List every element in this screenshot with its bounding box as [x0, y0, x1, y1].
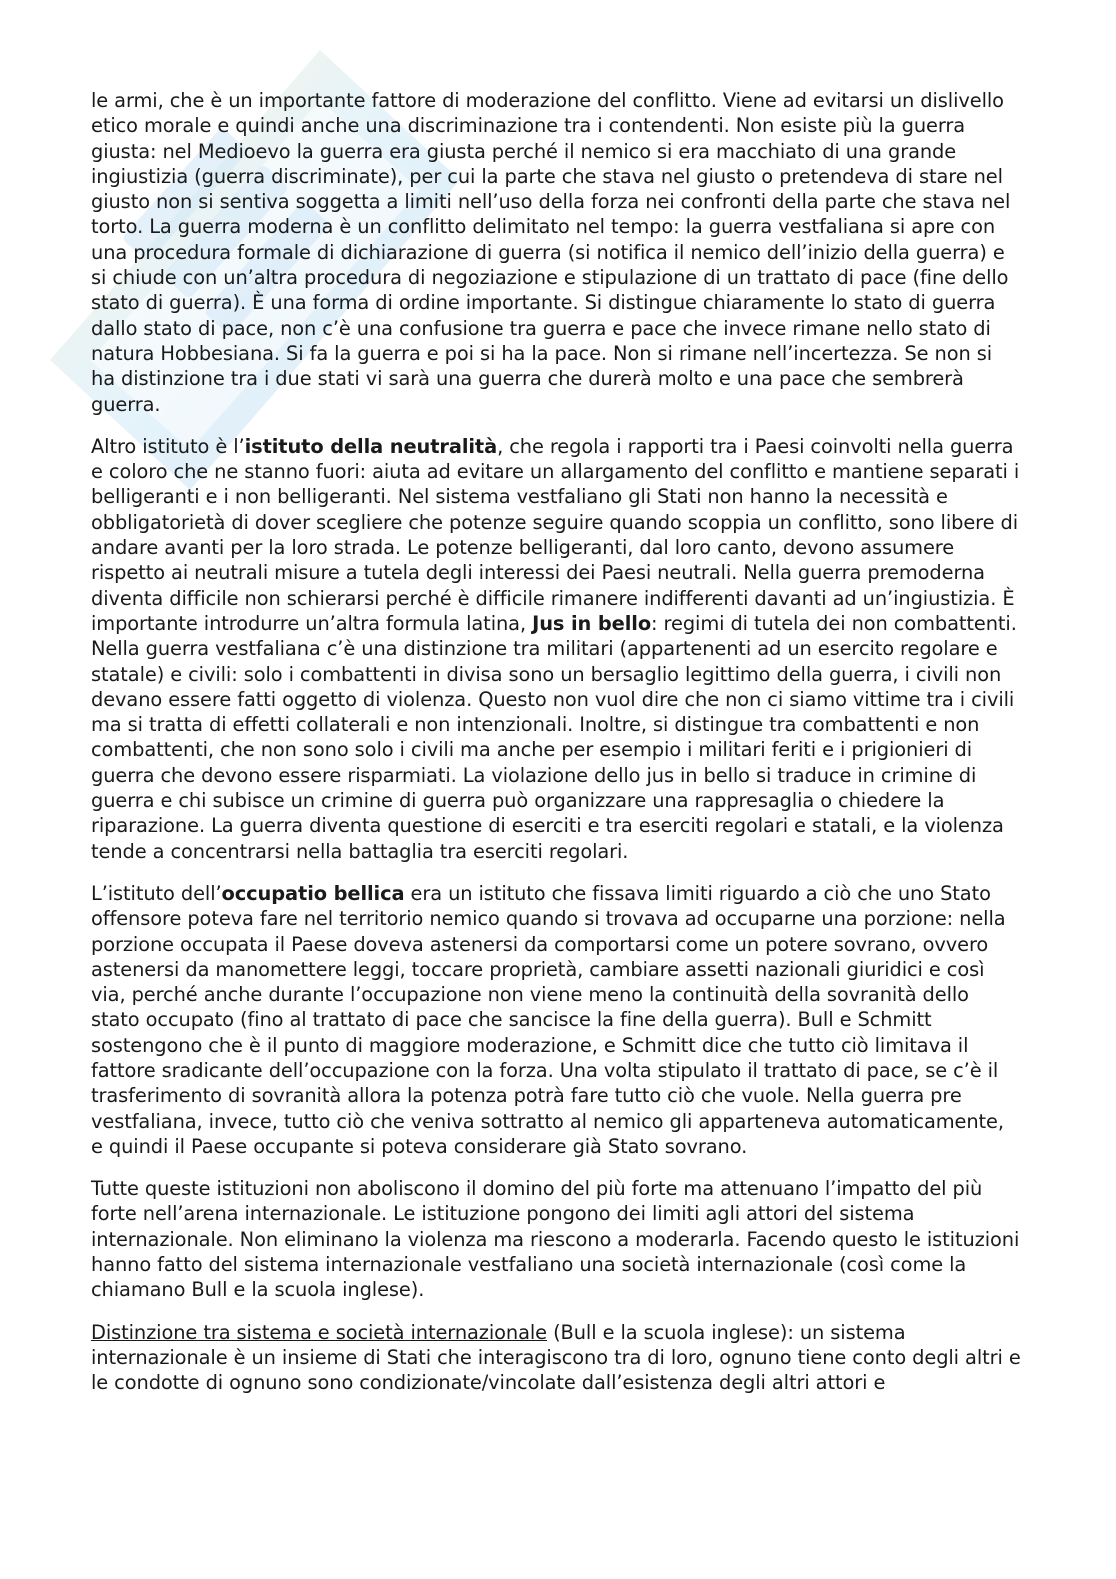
paragraph-text: L’istituto dell’	[91, 881, 222, 905]
paragraph-text: (Bull e la scuola inglese): un sistema internazionale è un insieme di Stati che interagiscono tra di loro, ognuno tiene conto degli altri e le condotte di ognuno sono condizionate/vincolate dall’esistenza degli altri attori e	[91, 1320, 1021, 1395]
bold-term-occupatio-bellica: occupatio bellica	[221, 881, 405, 905]
paragraph-system-vs-society	[91, 1320, 1021, 1396]
underlined-heading: Distinzione tra sistema e società internazionale	[91, 1320, 548, 1344]
paragraph-war-moderation	[91, 88, 1021, 417]
paragraph-text: le armi, che è un importante fattore di moderazione del conflitto. Viene ad evitarsi un dislivello etico morale e quindi anche una discriminazione tra i contendenti. Non esiste più la guerra giusta: nel Medioevo la guerra era giusta perché il nemico si era macchiato di una grande ingiustizia (guerra discriminate), per cui la parte che stava nel giusto o pretendeva di stare nel giusto non si sentiva soggetta a limiti nell’uso della forza nei confronti della parte che stava nel torto. La guerra moderna è un conflitto delimitato nel tempo: la guerra vestfaliana si apre con una procedura formale di dichiarazione di guerra (si notifica il nemico dell’inizio della guerra) e si chiude con un’altra procedura di negoziazione e stipulazione di un trattato di pace (fine dello stato di guerra). È una forma di ordine importante. Si distingue chiaramente lo stato di guerra dallo stato di pace, non c’è una confusione tra guerra e pace che invece rimane nello stato di natura Hobbesiana. Si fa la guerra e poi si ha la pace. Non si rimane nell’incertezza. Se non si ha distinzione tra i due stati vi sarà una guerra che durerà molto e una pace che sembrerà guerra.	[91, 89, 1011, 416]
paragraph-text: era un istituto che fissava limiti riguardo a ciò che uno Stato offensore poteva fare nel territorio nemico quando si trovava ad occuparne una porzione: nella porzione occupata il Paese doveva astenersi da comportarsi come un potere sovrano, ovvero astenersi da manomettere leggi, toccare proprietà, cambiare assetti nazionali giuridici e così via, perché anche durante l’occupazione non viene meno la continuità della sovranità dello stato occupato (fino al trattato di pace che sancisce la fine della guerra). Bull e Schmitt sostengono che è il punto di maggiore moderazione, e Schmitt dice che tutto ciò limitava il fattore sradicante dell’occupazione con la forza. Una volta stipulato il trattato di pace, se c’è il trasferimento di sovranità allora la potenza potrà fare tutto ciò che vuole. Nella guerra pre vestfaliana, invece, tutto ciò che veniva sottratto al nemico gli apparteneva automaticamente, e quindi il Paese occupante si poteva considerare già Stato sovrano.	[91, 881, 1006, 1158]
paragraph-neutrality	[91, 434, 1021, 864]
paragraph-occupatio-bellica	[91, 881, 1021, 1159]
paragraph-text: , che regola i rapporti tra i Paesi coinvolti nella guerra e coloro che ne stanno fuori: aiuta ad evitare un allargamento del conflitto e mantiene separati i belligeranti e i non belligeranti. Nel sistema vestfaliano gli Stati non hanno la necessità e obbligatorietà di dover scegliere che potenze seguire quando scoppia un conflitto, sono libere di andare avanti per la loro strada. Le potenze belligeranti, dal loro canto, devono assumere rispetto ai neutrali misure a tutela degli interessi dei Paesi neutrali. Nella guerra premoderna diventa difficile non schierarsi perché è difficile rimanere indifferenti davanti ad un’ingiustizia. È importante introdurre un’altra formula latina,	[91, 434, 1020, 635]
paragraph-text: : regimi di tutela dei non combattenti. Nella guerra vestfaliana c’è una distinzione tra militari (appartenenti ad un esercito regolare e statale) e civili: solo i combattenti in divisa sono un bersaglio legittimo della guerra, i civili non devano essere fatti oggetto di violenza. Questo non vuol dire che non ci siamo vittime tra i civili ma si tratta di effetti collaterali e non intenzionali. Inoltre, si distingue tra combattenti e non combattenti, che non sono solo i civili ma anche per esempio i militari feriti e i prigionieri di guerra che devono essere risparmiati. La violazione dello jus in bello si traduce in crimine di guerra e chi subisce un crimine di guerra può organizzare una rappresaglia o chiedere la riparazione. La guerra diventa questione di eserciti e tra eserciti regolari e statali, e la violenza tende a concentrarsi nella battaglia tra eserciti regolari.	[91, 611, 1017, 863]
paragraph-text: Tutte queste istituzioni non aboliscono il domino del più forte ma attenuano l’impatto del più forte nell’arena internazionale. Le istituzione pongono dei limiti agli attori del sistema internazionale. Non eliminano la violenza ma riescono a moderarla. Facendo questo le istituzioni hanno fatto del sistema internazionale vestfaliano una società internazionale (così come la chiamano Bull e la scuola inglese).	[91, 1177, 1020, 1302]
paragraph-text: Altro istituto è l’	[91, 434, 245, 458]
paragraph-institutions	[91, 1176, 1021, 1302]
bold-term-neutrality: istituto della neutralità	[244, 434, 498, 458]
bold-term-jus-in-bello: Jus in bello	[532, 611, 652, 635]
document-body	[91, 88, 1021, 1413]
